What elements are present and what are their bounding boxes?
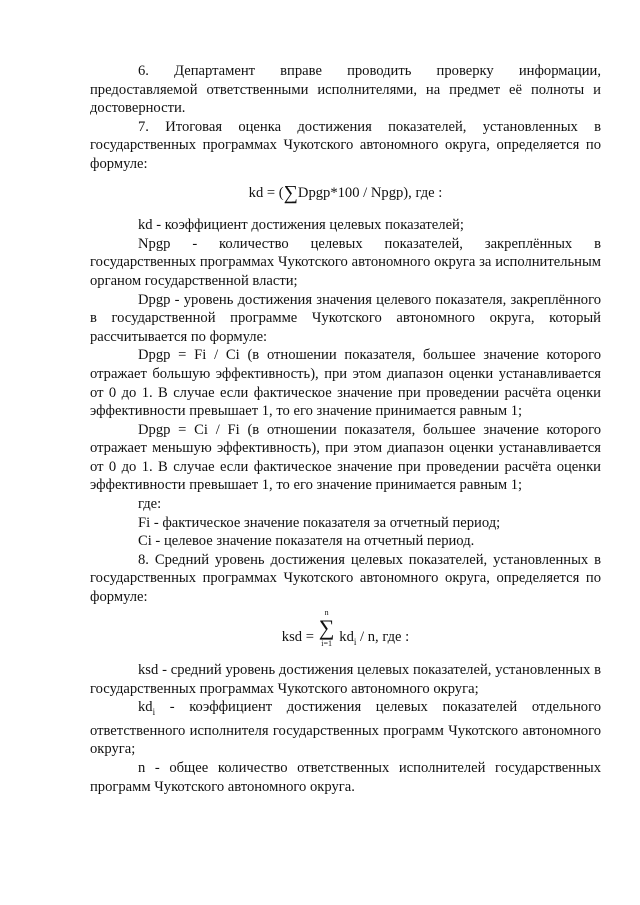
formula-ksd-term: kd xyxy=(339,628,354,645)
document-page xyxy=(90,62,601,796)
formula-kd-lhs: kd = ( xyxy=(248,184,284,201)
def-dpgp-ci-fi: Dpgp = Ci / Fi (в отношении показателя, большее значение которого отражает меньшую эффективность), при этом диапазон оценки устанавливается от 0 до 1. В случае если фактическое значение при проведении расчёта оценки эффективности превышает 1, то его значение принимается равным 1; xyxy=(90,421,601,494)
formula-ksd xyxy=(90,607,601,652)
formula-ksd-rhs: / n, где : xyxy=(356,628,410,645)
paragraph-7: 7. Итоговая оценка достижения показателей, установленных в государственных программах Чукотского автономного округа, определяется по формуле: xyxy=(90,118,601,172)
sum-upper-limit: n xyxy=(324,607,329,617)
def-kdi-subscript: i xyxy=(152,707,156,718)
sum-lower-limit: i=1 xyxy=(321,638,332,648)
where-label: где: xyxy=(138,496,162,513)
sum-operator xyxy=(318,607,336,648)
paragraph-8: 8. Средний уровень достижения целевых показателей, установленных в государственных программах Чукотского автономного округа, определяется по формуле: xyxy=(90,551,601,606)
formula-ksd-lhs: ksd = xyxy=(281,628,318,645)
def-ksd: ksd - средний уровень достижения целевых показателей, установленных в государственных программах Чукотского автономного округа; xyxy=(90,662,601,697)
formula-kd xyxy=(90,181,601,204)
paragraph-6: 6. Департамент вправе проводить проверку информации, предоставляемой ответственными исполнителями, на предмет её полноты и достоверности. xyxy=(90,63,601,117)
def-kdi-text: - коэффициент достижения целевых показателей отдельного ответственного исполнителя государственных программ Чукотского автономного округа; xyxy=(90,699,601,758)
def-npgp: Npgp - количество целевых показателей, закреплённых в государственных программах Чукотского автономного округа за исполнительным органом государственной власти; xyxy=(90,235,601,289)
def-n: n - общее количество ответственных исполнителей государственных программ Чукотского автономного округа. xyxy=(90,760,601,795)
sum-symbol: ∑ xyxy=(283,181,298,204)
sum-symbol: ∑ xyxy=(318,614,335,640)
def-dpgp: Dpgp - уровень достижения значения целевого показателя, закреплённого в государственной программе Чукотского автономного округа, который рассчитывается по формуле: xyxy=(90,291,601,345)
def-dpgp-fi-ci: Dpgp = Fi / Ci (в отношении показателя, большее значение которого отражает большую эффективность), при этом диапазон оценки устанавливается от 0 до 1. В случае если фактическое значение при проведении расчёта оценки эффективности превышает 1, то его значение принимается равным 1; xyxy=(90,347,601,420)
formula-kd-rhs: Dpgp*100 / Npgp), где : xyxy=(297,184,443,201)
def-ci: Ci - целевое значение показателя на отчетный период. xyxy=(138,533,475,550)
def-kdi xyxy=(90,698,601,759)
formula-ksd-subscript: i xyxy=(353,636,357,647)
def-kdi-symbol: kd xyxy=(138,699,153,716)
def-fi: Fi - фактическое значение показателя за отчетный период; xyxy=(138,514,501,531)
def-kd: kd - коэффициент достижения целевых показателей; xyxy=(138,217,464,234)
